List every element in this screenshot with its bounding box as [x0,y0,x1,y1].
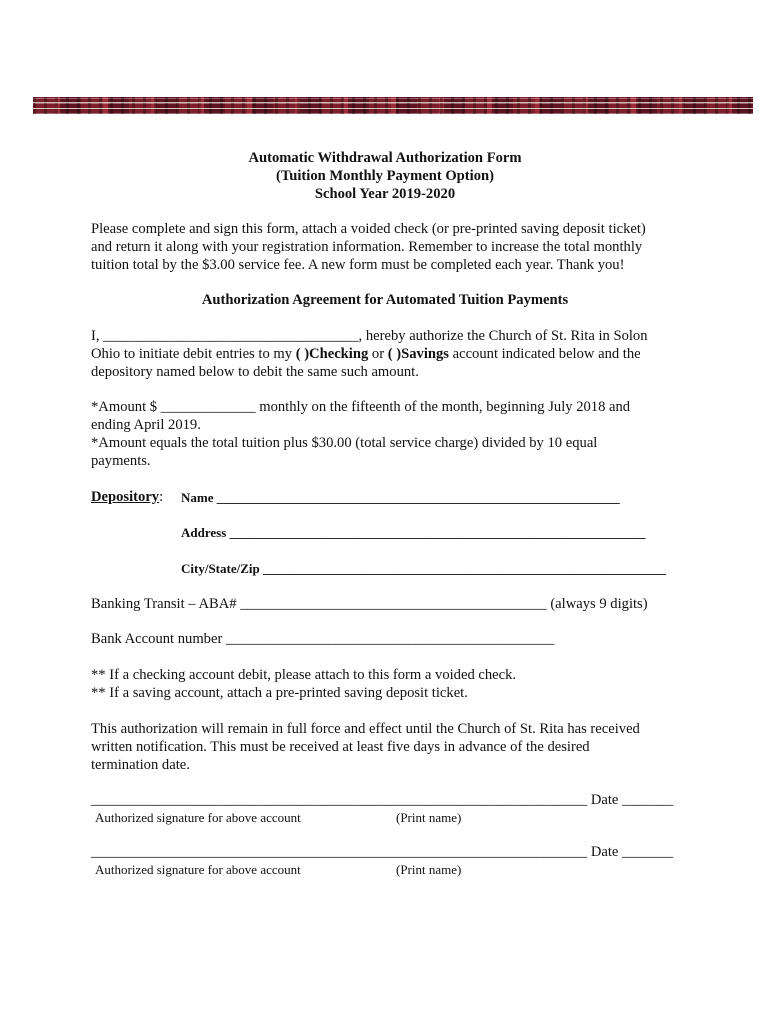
agreement-heading: Authorization Agreement for Automated Tuition Payments [201,292,569,308]
bank-account-field[interactable]: Bank Account number _____________________________________________ [91,631,555,647]
amount-line-4: payments. [91,453,151,469]
signature-label-2: Authorized signature for above account [95,862,301,877]
amount-field[interactable]: *Amount $ _____________ monthly on the fifteenth of the month, beginning July 2018 and [91,399,631,415]
depository-address-field[interactable]: Address ________________________________________________________________ [181,525,646,540]
aba-field[interactable]: Banking Transit – ABA# __________________________________________ (always 9 digits) [91,596,648,612]
amount-line-3: *Amount equals the total tuition plus $30.00 (total service charge) divided by 10 equal [91,435,598,451]
authorize-line-2: Ohio to initiate debit entries to my ( )Checking or ( )Savings account indicated below and the [91,346,641,362]
authorization-line-1: This authorization will remain in full force and effect until the Church of St. Rita has received [91,721,640,737]
signature-label-1: Authorized signature for above account [95,810,301,825]
intro-line-3: tuition total by the $3.00 service fee. A new form must be completed each year. Thank you! [91,257,625,273]
intro-line-1: Please complete and sign this form, attach a voided check (or pre-printed saving deposit ticket) [91,221,646,237]
form-subtitle: (Tuition Monthly Payment Option) [276,168,494,184]
depository-name-field[interactable]: Name ______________________________________________________________ [181,490,620,505]
signature-line-2[interactable]: ____________________________________________________________________ Date _______ [91,844,674,860]
signature-line-1[interactable]: ____________________________________________________________________ Date _______ [91,792,674,808]
depository-city-field[interactable]: City/State/Zip ______________________________________________________________ [181,561,666,576]
authorize-line-1[interactable]: I, ___________________________________, hereby authorize the Church of St. Rita in Solon [91,328,648,344]
authorize-line-3: depository named below to debit the same such amount. [91,364,419,380]
note-saving: ** If a saving account, attach a pre-printed saving deposit ticket. [91,685,468,701]
checking-option[interactable]: ( )Checking [295,346,369,362]
authorization-line-3: termination date. [91,757,190,773]
form-title: Automatic Withdrawal Authorization Form [248,150,522,166]
depository-label: Depository: [91,489,164,505]
intro-line-2: and return it along with your registration information. Remember to increase the total monthly [91,239,643,255]
authorization-line-2: written notification. This must be received at least five days in advance of the desired [91,739,590,755]
note-checking: ** If a checking account debit, please attach to this form a voided check. [91,667,517,683]
savings-option[interactable]: ( )Savings [387,346,449,362]
print-name-label-1: (Print name) [396,810,462,825]
amount-line-2: ending April 2019. [91,417,201,433]
decorative-banner [33,97,753,114]
school-year: School Year 2019-2020 [314,186,456,202]
print-name-label-2: (Print name) [396,862,462,877]
